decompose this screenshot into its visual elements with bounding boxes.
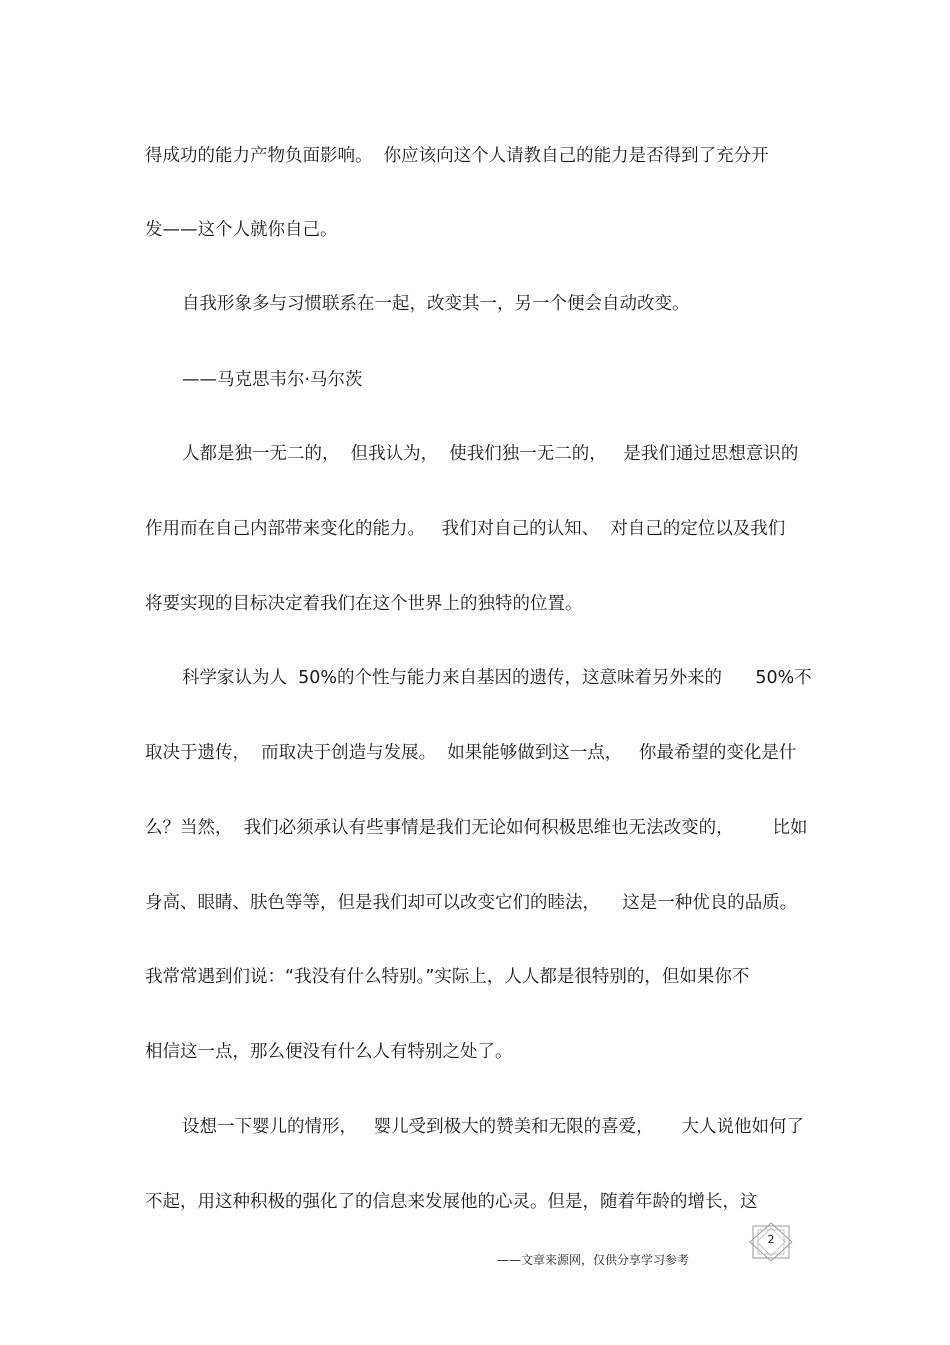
text-line: 设想一下婴儿的情形， 婴儿受到极大的赞美和无限的喜爱， 大人说他如何了 — [182, 1117, 804, 1137]
quote-attribution: ——马克思韦尔·马尔茨 — [182, 370, 363, 390]
text-line: 我常常遇到们说：“我没有什么特别。”实际上，人人都是很特别的，但如果你不 — [145, 967, 750, 987]
page-number-badge — [747, 1222, 795, 1262]
page-number: 2 — [767, 1233, 775, 1246]
text-line: 身高、眼睛、肤色等等，但是我们却可以改变它们的睦法， 这是一种优良的品质。 — [145, 893, 798, 913]
text-line: 作用而在自己内部带来变化的能力。 我们对自己的认知、 对自己的定位以及我们 — [145, 519, 786, 539]
text-line: 将要实现的目标决定着我们在这个世界上的独特的位置。 — [145, 594, 583, 614]
text-line: 不起，用这种积极的强化了的信息来发展他的心灵。但是，随着年龄的增长，这 — [145, 1192, 758, 1212]
text-line: 么？当然， 我们必须承认有些事情是我们无论如何积极思维也无法改变的， 比如 — [145, 818, 808, 838]
text-line: 相信这一点，那么便没有什么人有特别之处了。 — [145, 1042, 513, 1062]
text-line: 人都是独一无二的， 但我认为， 使我们独一无二的， 是我们通过思想意识的 — [182, 444, 799, 464]
text-line: 取决于遗传， 而取决于创造与发展。 如果能够做到这一点， 你最希望的变化是什 — [145, 743, 797, 763]
text-line: 得成功的能力产物负面影响。 你应该向这个人请教自己的能力是否得到了充分开 — [145, 146, 769, 166]
text-line: 自我形象多与习惯联系在一起，改变其一，另一个便会自动改变。 — [182, 294, 690, 314]
text-line: 科学家认为人 50%的个性与能力来自基因的遗传，这意味着另外来的 50%不 — [182, 668, 812, 688]
footer-source-note: ——文章来源网，仅供分享学习参考 — [497, 1253, 690, 1267]
text-line: 发——这个人就你自己。 — [145, 220, 338, 240]
